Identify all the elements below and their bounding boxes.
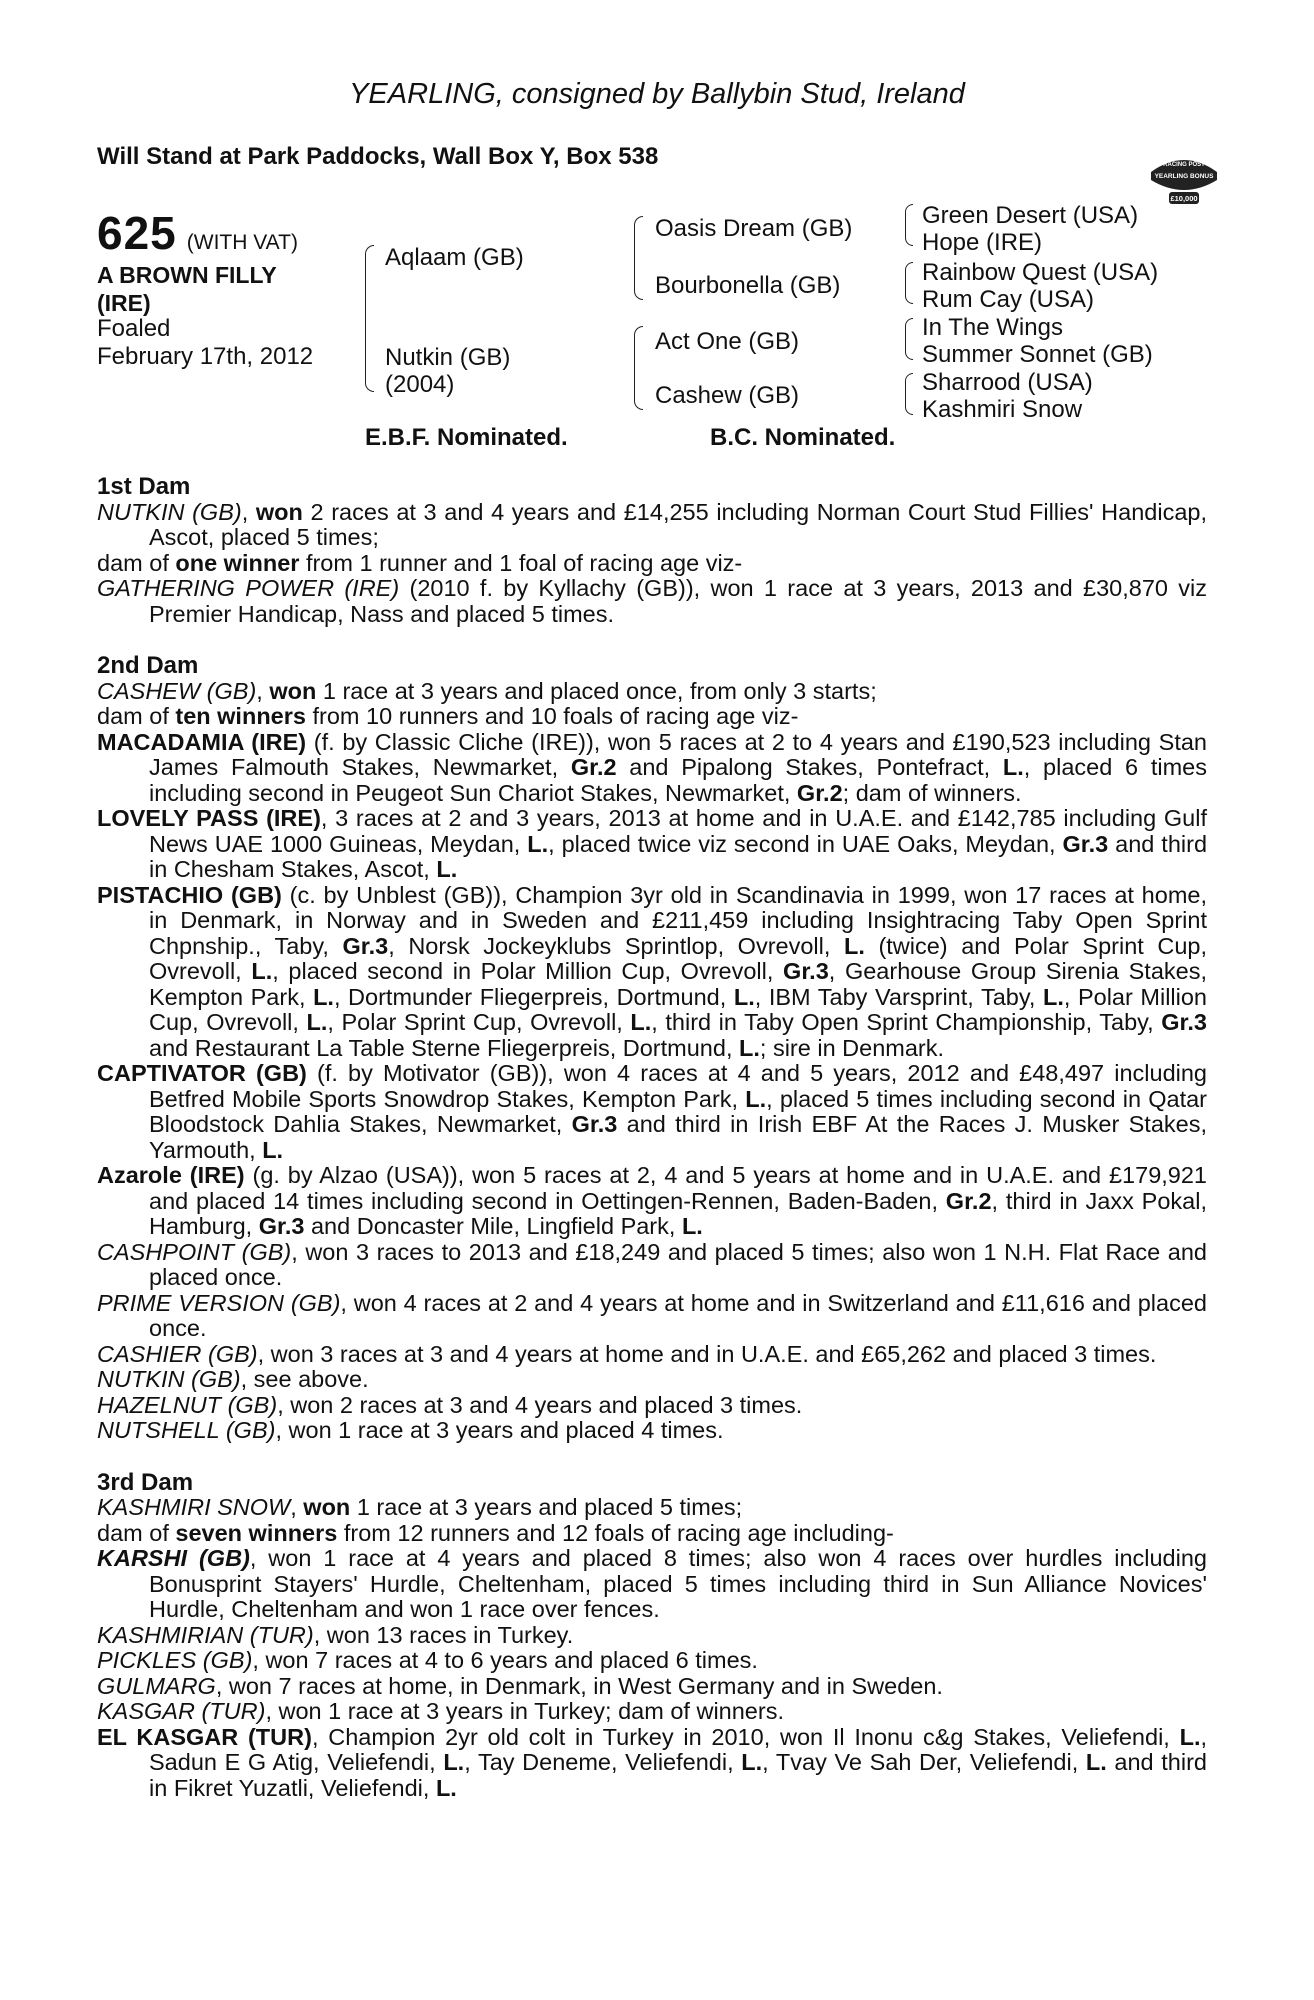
bc-nominated: B.C. Nominated.	[710, 424, 896, 451]
progeny-entry: CASHIER (GB), won 3 races at 3 and 4 years at home and in U.A.E. and £65,262 and placed 3 times.	[97, 1340, 1157, 1367]
progeny-entry: MACADAMIA (IRE) (f. by Classic Cliche (IRE)), won 5 races at 2 to 4 years and £190,523 including Stan James Falmouth Stakes, Newmarket, Gr.2 and Pipalong Stakes, Pontefract, L., placed 6 times including second in Peugeot Sun Chariot Stakes, Newmarket, Gr.2; dam of winners.	[97, 728, 1207, 806]
progeny-entry: PICKLES (GB), won 7 races at 4 to 6 years and placed 6 times.	[97, 1647, 758, 1673]
lot-number-block	[97, 206, 298, 260]
ebf-nominated: E.B.F. Nominated.	[365, 424, 568, 451]
sire-sire: Oasis Dream (GB)	[655, 215, 853, 242]
third-dam-heading: 3rd Dam	[97, 1468, 194, 1496]
horse-desc-line2: (IRE)	[97, 290, 151, 316]
page-title: YEARLING, consigned by Ballybin Stud, Ireland	[349, 78, 965, 110]
progeny-entry: KASHMIRIAN (TUR), won 13 races in Turkey.	[97, 1621, 574, 1648]
sire: Aqlaam (GB)	[385, 244, 524, 271]
badge-top-text: RACING POST	[1163, 162, 1205, 168]
foaled-value: February 17th, 2012	[97, 343, 314, 370]
second-dam-heading: 2nd Dam	[97, 652, 199, 679]
progeny-entry: HAZELNUT (GB), won 2 races at 3 and 4 years and placed 3 times.	[97, 1391, 803, 1418]
yearling-bonus-badge	[1145, 150, 1223, 208]
progeny-entry: NUTKIN (GB), see above.	[97, 1366, 369, 1392]
pedigree-brace-3b	[905, 262, 913, 304]
sd-sire: Rainbow Quest (USA)	[922, 259, 1159, 286]
pedigree-brace-3c	[905, 318, 913, 360]
sd-dam: Rum Cay (USA)	[922, 286, 1095, 313]
progeny-entry: GULMARG, won 7 races at home, in Denmark, in West Germany and in Sweden.	[97, 1672, 943, 1699]
dam-year: (2004)	[385, 371, 455, 398]
horse-desc-line1: A BROWN FILLY	[97, 262, 277, 288]
pedigree-brace-3a	[905, 204, 913, 246]
second-dam-record: CASHEW (GB), won 1 race at 3 years and placed once, from only 3 starts;	[97, 677, 877, 704]
progeny-entry: PRIME VERSION (GB), won 4 races at 2 and 4 years at home and in Switzerland and £11,616 and placed once.	[97, 1289, 1207, 1341]
badge-mid-text: YEARLING BONUS	[1154, 173, 1214, 180]
catalogue-content	[97, 474, 1207, 1801]
pedigree-brace-2a	[634, 216, 643, 300]
progeny-entry: LOVELY PASS (IRE), 3 races at 2 and 3 years, 2013 at home and in U.A.E. and £142,785 including Gulf News UAE 1000 Guineas, Meydan, L., placed twice viz second in UAE Oaks, Meydan, Gr.3 and third in Chesham Stakes, Ascot, L.	[97, 805, 1208, 882]
progeny-entry: NUTSHELL (GB), won 1 race at 3 years and placed 4 times.	[97, 1417, 724, 1443]
horse-description	[97, 261, 357, 317]
ds-dam: Summer Sonnet (GB)	[922, 341, 1153, 368]
third-dam-record: KASHMIRI SNOW, won 1 race at 3 years and placed 5 times;	[97, 1494, 743, 1520]
first-dam-record: NUTKIN (GB), won 2 races at 3 and 4 years and £14,255 including Norman Court Stud Fillies' Handicap, Ascot, placed 5 times;	[97, 498, 1207, 550]
progeny-entry: PISTACHIO (GB) (c. by Unblest (GB)), Champion 3yr old in Scandinavia in 1999, won 17 races at home, in Denmark, in Norway and in Sweden and £211,459 including Insightracing Taby Open Sprint Chpnship., Taby, Gr.3, Norsk Jockeyklubs Sprintlop, Ovrevoll, L. (twice) and Polar Sprint Cup, Ovrevoll, L., placed second in Polar Million Cup, Ovrevoll, Gr.3, Gearhouse Group Sirenia Stakes, Kempton Park, L., Dortmunder Fliegerpreis, Dortmund, L., IBM Taby Varsprint, Taby, L., Polar Million Cup, Ovrevoll, L., Polar Sprint Cup, Ovrevoll, L., third in Taby Open Sprint Championship, Taby, Gr.3 and Restaurant La Table Sterne Fliegerpreis, Dortmund, L.; sire in Denmark.	[97, 881, 1208, 1061]
dd-dam: Kashmiri Snow	[922, 396, 1083, 423]
progeny-entry: Azarole (IRE) (g. by Alzao (USA)), won 5 races at 2, 4 and 5 years at home and in U.A.E. and £179,921 and placed 14 times including second in Oettingen-Rennen, Baden-Baden, Gr.2, third in Jaxx Pokal, Hamburg, Gr.3 and Doncaster Mile, Lingfield Park, L.	[97, 1162, 1207, 1239]
dam-sire: Act One (GB)	[655, 328, 800, 355]
foaled-label: Foaled	[97, 315, 171, 342]
dam-dam: Cashew (GB)	[655, 382, 800, 409]
pedigree-brace-2b	[634, 326, 643, 410]
second-dam-produce-summary: dam of ten winners from 10 runners and 10 foals of racing age viz-	[97, 703, 799, 729]
progeny-entry: KASGAR (TUR), won 1 race at 3 years in Turkey; dam of winners.	[97, 1698, 784, 1724]
ss-sire: Green Desert (USA)	[922, 202, 1139, 229]
first-dam-heading: 1st Dam	[97, 473, 191, 500]
dam: Nutkin (GB)	[385, 344, 511, 371]
progeny-entry: GATHERING POWER (IRE) (2010 f. by Kyllachy (GB)), won 1 race at 3 years, 2013 and £30,870 viz Premier Handicap, Nass and placed 5 times.	[97, 575, 1207, 627]
pedigree-brace-3d	[905, 373, 913, 415]
ds-sire: In The Wings	[922, 314, 1063, 341]
progeny-entry: KARSHI (GB), won 1 race at 4 years and placed 8 times; also won 4 races over hurdles including Bonusprint Stayers' Hurdle, Cheltenham, placed 5 times including third in Sun Alliance Novices' Hurdle, Cheltenham and won 1 race over fences.	[97, 1545, 1207, 1622]
third-dam-produce-summary: dam of seven winners from 12 runners and 12 foals of racing age including-	[97, 1519, 894, 1546]
progeny-entry: CASHPOINT (GB), won 3 races to 2013 and £18,249 and placed 5 times; also won 1 N.H. Flat Race and placed once.	[97, 1238, 1207, 1290]
progeny-entry: CAPTIVATOR (GB) (f. by Motivator (GB)), won 4 races at 4 and 5 years, 2012 and £48,497 including Betfred Mobile Sports Snowdrop Stakes, Kempton Park, L., placed 5 times including second in Qatar Bloodstock Dahlia Stakes, Newmarket, Gr.3 and third in Irish EBF At the Races J. Musker Stakes, Yarmouth, L.	[97, 1060, 1207, 1163]
lot-number: 625	[97, 207, 177, 259]
pedigree-brace-1	[365, 245, 374, 392]
dd-sire: Sharrood (USA)	[922, 369, 1093, 396]
badge-amount: £10,000	[1170, 194, 1198, 203]
progeny-entry: EL KASGAR (TUR), Champion 2yr old colt in Turkey in 2010, won Il Inonu c&g Stakes, Veliefendi, L., Sadun E G Atig, Veliefendi, L., Tay Deneme, Veliefendi, L., Tvay Ve Sah Der, Veliefendi, L. and third in Fikret Yuzatli, Veliefendi, L.	[97, 1723, 1208, 1801]
ss-dam: Hope (IRE)	[922, 229, 1043, 256]
vat-label: (WITH VAT)	[186, 231, 298, 254]
first-dam-produce-summary: dam of one winner from 1 runner and 1 foal of racing age viz-	[97, 549, 743, 576]
sire-dam: Bourbonella (GB)	[655, 272, 841, 299]
foaled-date	[97, 315, 313, 371]
stand-location: Will Stand at Park Paddocks, Wall Box Y, Box 538	[97, 143, 659, 170]
